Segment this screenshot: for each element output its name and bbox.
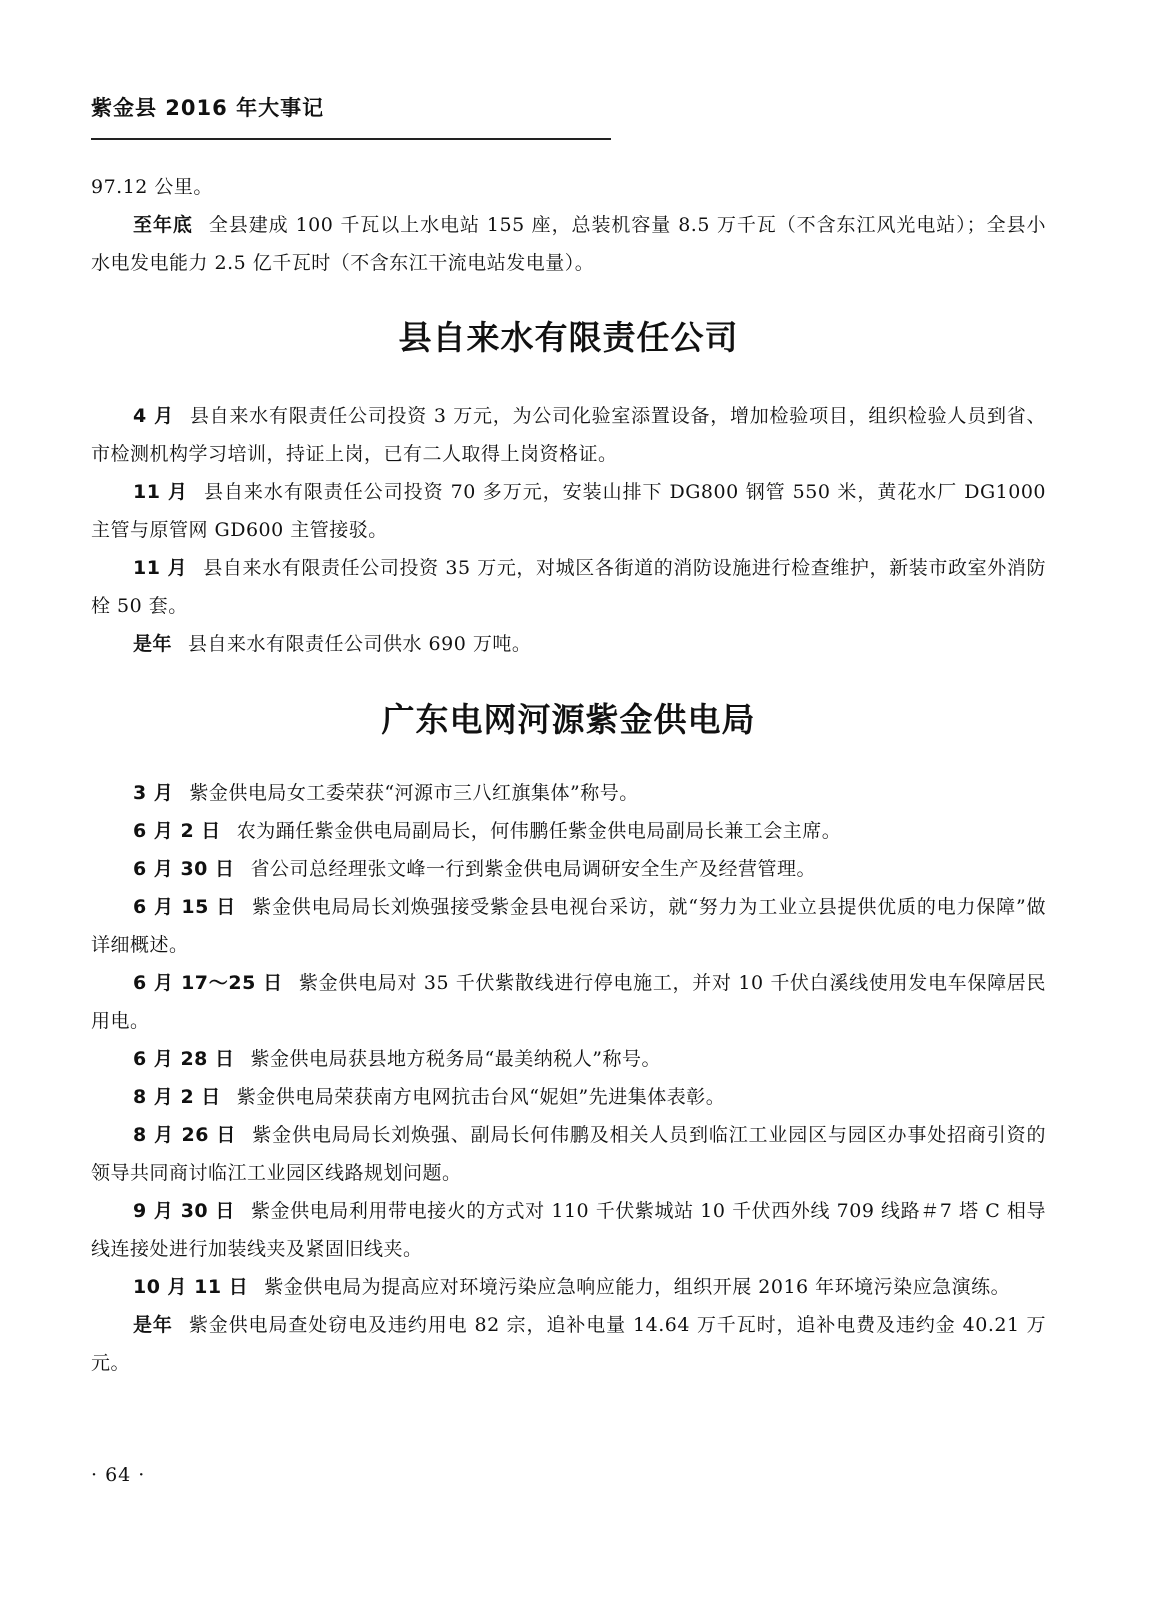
event-entry (91, 625, 1046, 663)
entry-date: 8 月 2 日 (133, 1086, 221, 1108)
continuation-paragraph (91, 168, 1046, 206)
entry-date: 11 月 (133, 557, 188, 579)
event-entry (91, 1192, 1046, 1268)
entry-text: 97.12 公里。 (91, 176, 213, 198)
event-entry (91, 1078, 1046, 1116)
entry-text: 紫金供电局荣获南方电网抗击台风“妮妲”先进集体表彰。 (236, 1086, 726, 1108)
entry-date: 是年 (133, 1314, 173, 1336)
entry-date: 9 月 30 日 (133, 1200, 235, 1222)
entry-text: 县自来水有限责任公司投资 35 万元，对城区各街道的消防设施进行检查维护，新装市政室外消防栓 50 套。 (91, 557, 1046, 617)
entry-text: 紫金供电局利用带电接火的方式对 110 千伏紫城站 10 千伏西外线 709 线路＃7 塔 C 相导线连接处进行加装线夹及紧固旧线夹。 (91, 1200, 1046, 1260)
entry-date: 6 月 15 日 (133, 896, 237, 918)
event-entry (91, 850, 1046, 888)
page-number: · 64 · (91, 1464, 146, 1486)
event-entry (91, 206, 1046, 282)
event-entry (91, 1306, 1046, 1382)
entry-text: 紫金供电局女工委荣获“河源市三八红旗集体”称号。 (189, 782, 639, 804)
entry-date: 6 月 17～25 日 (133, 972, 283, 994)
entry-text: 县自来水有限责任公司投资 3 万元，为公司化验室添置设备，增加检验项目，组织检验人员到省、市检测机构学习培训，持证上岗，已有二人取得上岗资格证。 (91, 405, 1046, 465)
entry-date: 6 月 28 日 (133, 1048, 235, 1070)
entry-date: 10 月 11 日 (133, 1276, 249, 1298)
event-entry (91, 397, 1046, 473)
event-entry (91, 473, 1046, 549)
running-header: 紫金县 2016 年大事记 (91, 96, 325, 120)
section-title: 广东电网河源紫金供电局 (381, 700, 756, 739)
section-title: 县自来水有限责任公司 (398, 318, 739, 357)
entry-date: 是年 (133, 633, 173, 655)
entry-text: 紫金供电局局长刘焕强接受紫金县电视台采访，就“努力为工业立县提供优质的电力保障”做详细概述。 (91, 896, 1046, 956)
event-entry (91, 774, 1046, 812)
entry-text: 紫金供电局对 35 千伏紫散线进行停电施工，并对 10 千伏白溪线使用发电车保障居民用电。 (91, 972, 1046, 1032)
entry-text: 县自来水有限责任公司投资 70 多万元，安装山排下 DG800 钢管 550 米，黄花水厂 DG1000 主管与原管网 GD600 主管接驳。 (91, 481, 1046, 541)
event-entry (91, 1268, 1046, 1306)
entry-text: 紫金供电局查处窃电及违约用电 82 宗，追补电量 14.64 万千瓦时，追补电费及违约金 40.21 万元。 (91, 1314, 1046, 1374)
event-entry (91, 964, 1046, 1040)
entry-text: 县自来水有限责任公司供水 690 万吨。 (188, 633, 532, 655)
entry-date: 11 月 (133, 481, 188, 503)
event-entry (91, 812, 1046, 850)
entry-date: 3 月 (133, 782, 174, 804)
entry-text: 农为踊任紫金供电局副局长，何伟鹏任紫金供电局副局长兼工会主席。 (236, 820, 842, 842)
entry-date: 8 月 26 日 (133, 1124, 237, 1146)
entry-text: 紫金供电局局长刘焕强、副局长何伟鹏及相关人员到临江工业园区与园区办事处招商引资的领导共同商讨临江工业园区线路规划问题。 (91, 1124, 1046, 1184)
header-rule (91, 138, 611, 140)
event-entry (91, 549, 1046, 625)
event-entry (91, 888, 1046, 964)
entry-date: 6 月 2 日 (133, 820, 221, 842)
entry-date: 4 月 (133, 405, 174, 427)
entry-text: 全县建成 100 千瓦以上水电站 155 座，总装机容量 8.5 万千瓦（不含东江风光电站）；全县小水电发电能力 2.5 亿千瓦时（不含东江干流电站发电量）。 (91, 214, 1046, 274)
entry-text: 省公司总经理张文峰一行到紫金供电局调研安全生产及经营管理。 (250, 858, 817, 880)
entry-text: 紫金供电局为提高应对环境污染应急响应能力，组织开展 2016 年环境污染应急演练。 (264, 1276, 1011, 1298)
entry-date: 至年底 (133, 214, 193, 236)
page-body (91, 168, 1046, 1382)
event-entry (91, 1116, 1046, 1192)
event-entry (91, 1040, 1046, 1078)
entry-text: 紫金供电局获县地方税务局“最美纳税人”称号。 (250, 1048, 661, 1070)
entry-date: 6 月 30 日 (133, 858, 235, 880)
